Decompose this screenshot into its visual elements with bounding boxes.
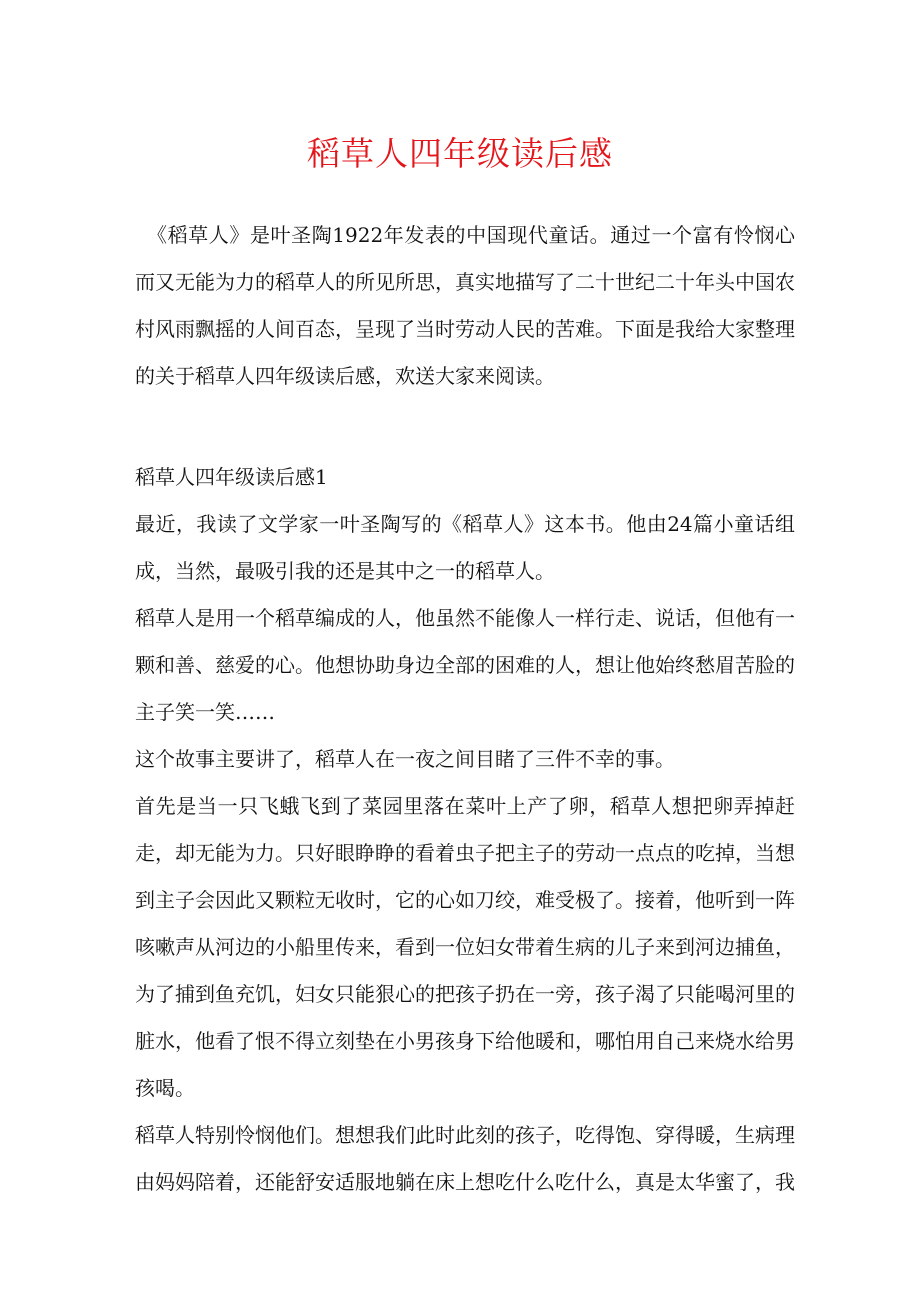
body-paragraph-2: 稻草人是用一个稻草编成的人，他虽然不能像人一样行走、说话，但他有一颗和善、慈爱的心。他想协助身边全部的困难的人，想让他始终愁眉苦脸的主子笑一笑…… <box>135 606 795 724</box>
document-title: 稻草人四年级读后感 <box>307 134 613 173</box>
body-paragraph-4: 首先是当一只飞蛾飞到了菜园里落在菜叶上产了卵，稻草人想把卵弄掉赶走，却无能为力。只好眼睁睁的看着虫子把主子的劳动一点点的吃掉，当想到主子会因此又颗粒无收时，它的心如刀绞，难受极了。接着，他听到一阵咳嗽声从河边的小船里传来，看到一位妇女带着生病的儿子来到河边捕鱼，为了捕到鱼充饥，妇女只能狠心的把孩子扔在一旁，孩子渴了只能喝河里的脏水，他看了恨不得立刻垫在小男孩身下给他暖和，哪怕用自己来烧水给男孩喝。 <box>135 794 795 1100</box>
essay-body <box>135 454 795 1206</box>
body-paragraph-5: 稻草人特别怜悯他们。想想我们此时此刻的孩子，吃得饱、穿得暖，生病理由妈妈陪着，还能舒安适服地躺在床上想吃什么吃什么，真是太华蜜了，我 <box>135 1123 795 1194</box>
intro-paragraph: 《稻草人》是叶圣陶1922年发表的中国现代童话。通过一个富有怜悯心而又无能为力的稻草人的所见所思，真实地描写了二十世纪二十年头中国农村风雨飘摇的人间百态，呈现了当时劳动人民的苦难。下面是我给大家整理的关于稻草人四年级读后感，欢送大家来阅读。 <box>135 223 795 388</box>
body-paragraph-1: 最近，我读了文学家一叶圣陶写的《稻草人》这本书。他由24篇小童话组成，当然，最吸引我的还是其中之一的稻草人。 <box>135 512 795 583</box>
body-paragraph-3: 这个故事主要讲了，稻草人在一夜之间目睹了三件不幸的事。 <box>135 747 675 771</box>
section-heading: 稻草人四年级读后感1 <box>135 465 328 489</box>
